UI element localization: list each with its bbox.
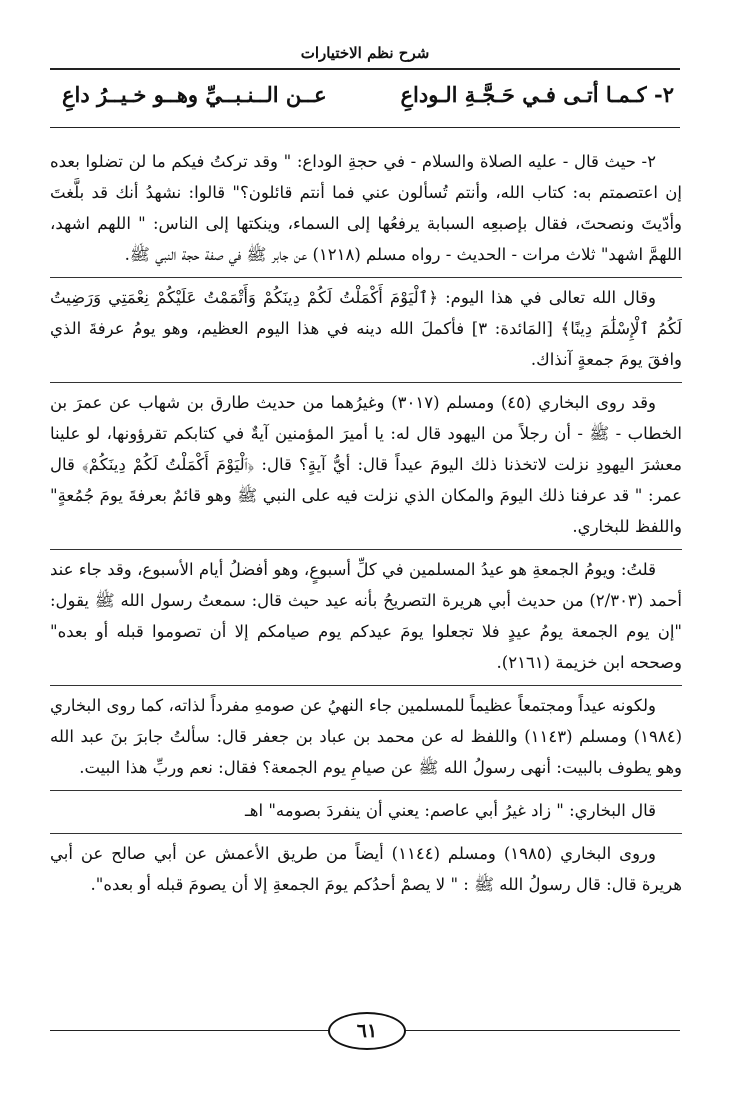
verse-line: [62, 82, 674, 116]
header-rule-top: [50, 68, 680, 70]
paragraph: قلتُ: ويومُ الجمعةِ هو عيدُ المسلمين في كلِّ أسبوعٍ، وهو أفضلُ أيام الأسبوع، وقد جاء عند أحمد (٢/٣٠٣) من حديث أبي هريرة التصريحُ بأنه عيد حيث قال: سمعتُ رسول الله ﷺ يقول: "إن يوم الجمعة يومُ عيدٍ فلا تجعلوا يومَ عيدكم يوم صيامكم إلا أن تصوموا قبله أو بعده" وصححه ابن خزيمة (٢١٦١).: [50, 549, 682, 678]
page-number: ٦١: [328, 1012, 406, 1050]
paragraph: وروى البخاري (١٩٨٥) ومسلم (١١٤٤) أيضاً من طريق الأعمش عن أبي صالح عن أبي هريرة قال: قال رسولُ الله ﷺ : " لا يصمْ أحدُكم يومَ الجمعةِ إلا أن يصومَ قبله أو بعده".: [50, 833, 682, 900]
body-text: [50, 146, 682, 907]
paragraph: ولكونه عيداً ومجتمعاً عظيماً للمسلمين جاء النهيُ عن صومهِ مفرداً لذاته، كما روى البخاري (١٩٨٤) ومسلم (١١٤٣) واللفظ له عن محمد بن عباد بن جعفر قال: سألتُ جابرَ بنَ عبد الله وهو يطوف بالبيت: أنهى رسولُ الله ﷺ عن صيامِ يوم الجمعة؟ فقال: نعم وربِّ هذا البيت.: [50, 685, 682, 783]
paragraph: وقد روى البخاري (٤٥) ومسلم (٣٠١٧) وغيرُهما من حديث طارق بن شهاب عن عمرَ بن الخطاب - ﷺ - أن رجلاً من اليهود قال له: يا أميرَ المؤمنين آيةٌ في كتابكم تقرؤونها، لو علينا معشرَ اليهودِ نزلت لاتخذنا ذلك اليومَ عيداً قال: أيُّ آيةٍ؟ قال: ﴿ٱلْيَوْمَ أَكْمَلْتُ لَكُمْ دِينَكُمْ﴾ قال عمر: " قد عرفنا ذلك اليومَ والمكان الذي نزلت فيه على النبي ﷺ وهو قائمٌ بعرفةَ يومَ جُمُعةٍ" واللفظ للبخاري.: [50, 382, 682, 542]
verse-first-hemistich: ٢- كـمـا أتـى فـي حَـجَّـةِ الـوداعِ: [400, 82, 674, 107]
paragraph: وقال الله تعالى في هذا اليوم: ﴿ٱلْيَوْمَ أَكْمَلْتُ لَكُمْ دِينَكُمْ وَأَتْمَمْتُ عَلَيْكُمْ نِعْمَتِي وَرَضِيتُ لَكُمُ ٱلْإِسْلَٰمَ دِينًا﴾ [المَائدة: ٣] فأكملَ الله دينه في هذا اليوم العظيم، وهو يومُ عرفةَ الذي وافقَ يومَ جمعةٍ آنذاك.: [50, 277, 682, 375]
header-rule-bottom: [50, 127, 680, 128]
paragraph: ٢- حيث قال - عليه الصلاة والسلام - في حجةِ الوداع: " وقد تركتُ فيكم ما لن تضلوا بعده إن اعتصمتم به: كتاب الله، وأنتم تُسألون عني فما أنتم قائلون؟" قالوا: نشهدُ أنك قد بلَّغتَ وأدّيتَ ونصحتَ، فقال بإصبعِه السبابة يرفعُها إلى السماء، وينكتها إلى الناس: " اللهم اشهد، اللهمَّ اشهد" ثلاث مرات - الحديث - رواه مسلم (١٢١٨) عن جابر ﷺ في صفة حجة النبي ﷺ.: [50, 152, 682, 264]
running-title: شرح نظم الاختيارات: [300, 44, 430, 62]
paragraph: قال البخاري: " زاد غيرُ أبي عاصم: يعني أن ينفردَ بصومه" اهـ: [50, 790, 682, 826]
verse-second-hemistich: عــن الــنـبــيِّ وهــو خـيــرُ داعِ: [62, 82, 327, 107]
